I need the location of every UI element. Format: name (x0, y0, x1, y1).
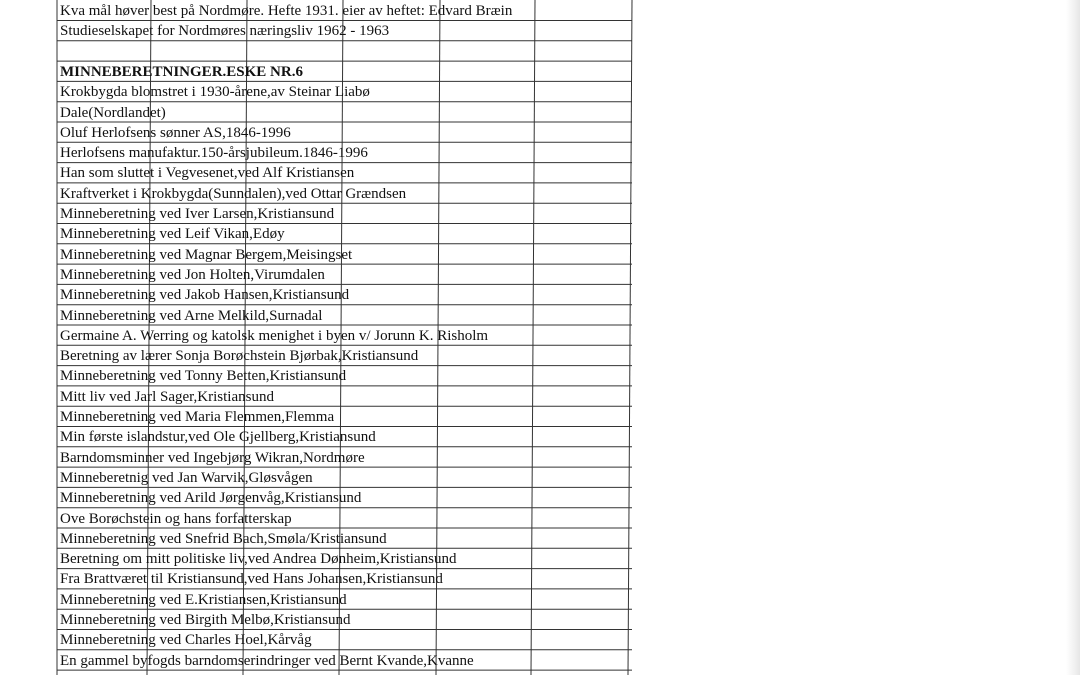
table-row: Minneberetning ved Birgith Melbø,Kristiansund (60, 612, 351, 628)
table-row: Minneberetning ved Leif Vikan,Edøy (60, 226, 285, 243)
table-row: Studieselskapet for Nordmøres næringsliv 1962 - 1963 (60, 23, 390, 40)
table-row: Minneberetning ved Jakob Hansen,Kristiansund (60, 287, 350, 304)
table-row: Fra Brattværet til Kristiansund,ved Hans Johansen,Kristiansund (60, 571, 443, 588)
table-row: Minneberetning ved Maria Flemmen,Flemma (60, 409, 335, 425)
table-row: Dale(Nordlandet) (60, 104, 166, 121)
section-heading: MINNEBERETNINGER.ESKE NR.6 (60, 63, 303, 80)
scan-edge-shadow (1066, 0, 1080, 675)
table-row: Germaine A. Werring og katolsk menighet i byen v/ Jorunn K. Risholm (60, 327, 489, 344)
table-row: Mitt liv ved Jarl Sager,Kristiansund (60, 388, 274, 405)
table-row: Minneberetning ved Snefrid Bach,Smøla/Kristiansund (60, 530, 387, 547)
table-row: Beretning om mitt politiske liv,ved Andrea Dønheim,Kristiansund (60, 551, 457, 568)
table-row: En gammel byfogds barndomserindringer ved Bernt Kvande,Kvanne (60, 652, 474, 669)
table-row: Han som sluttet i Vegvesenet,ved Alf Kristiansen (60, 165, 355, 182)
table-row: Minneberetning ved Arild Jørgenvåg,Kristiansund (60, 490, 362, 507)
table-row: Kraftverket i Krokbygda(Sunndalen),ved Ottar Grændsen (60, 185, 407, 202)
table-row: Minneberetning ved Magnar Bergem,Meisingset (60, 246, 353, 263)
table-row: Ove Borøchstein og hans forfatterskap (60, 510, 292, 527)
table-row: Kva mål høver best på Nordmøre. Hefte 1931. eier av heftet: Edvard Bræin (60, 3, 513, 19)
table-row: Krokbygda blomstret i 1930-årene,av Steinar Liabø (60, 84, 370, 101)
table-row: Oluf Herlofsens sønner AS,1846-1996 (60, 124, 291, 141)
table-row: Barndomsminner ved Ingebjørg Wikran,Nordmøre (60, 449, 365, 466)
table-row: Minneberetning ved Charles Hoel,Kårvåg (60, 632, 312, 649)
table-row: Minneberetnig ved Jan Warvik,Gløsvågen (60, 469, 313, 486)
table-row: Minneberetning ved Tonny Betten,Kristiansund (60, 368, 347, 385)
table-row: Minneberetning ved Jon Holten,Virumdalen (60, 266, 325, 283)
table-row: Minneberetning ved Arne Melkild,Surnadal (60, 307, 323, 324)
table-row: Herlofsens manufaktur.150-årsjubileum.1846-1996 (60, 145, 368, 162)
table-row: Minneberetning ved Iver Larsen,Kristiansund (60, 206, 335, 222)
table-row: Min første islandstur,ved Ole Gjellberg,Kristiansund (60, 429, 376, 446)
table-row: Minneberetning ved E.Kristiansen,Kristiansund (60, 591, 347, 608)
table-row: Beretning av lærer Sonja Borøchstein Bjørbak,Kristiansund (60, 348, 419, 365)
